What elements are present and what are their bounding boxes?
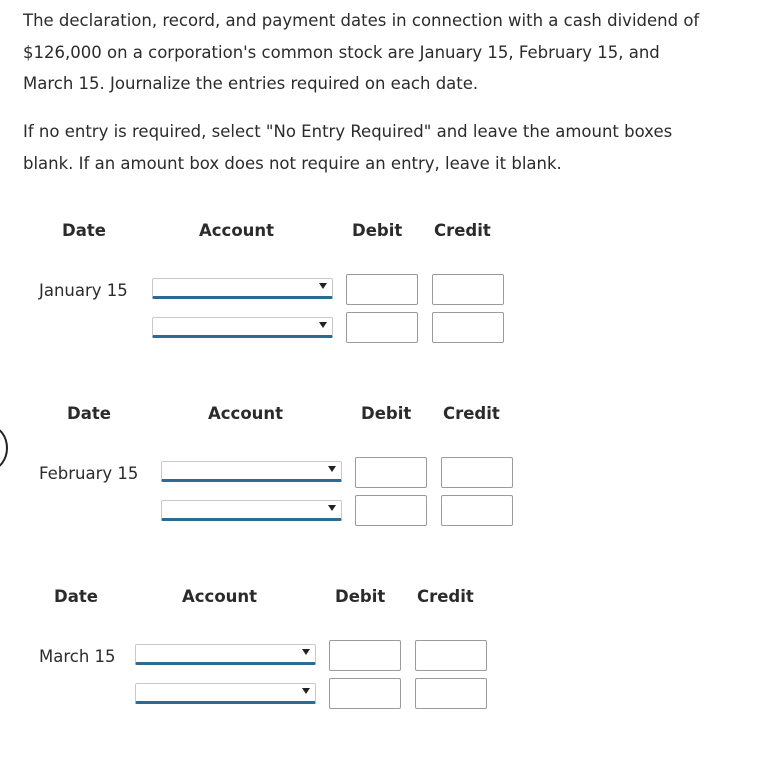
account-header: Account xyxy=(199,221,275,240)
chevron-down-icon xyxy=(328,505,336,511)
instruction-line: blank. If an amount box does not require an entry, leave it blank. xyxy=(23,153,562,173)
credit-input[interactable] xyxy=(415,640,487,671)
debit-input[interactable] xyxy=(355,495,427,526)
date-header: Date xyxy=(54,587,98,606)
account-select[interactable] xyxy=(152,317,333,338)
entry-date-label: February 15 xyxy=(39,464,139,483)
credit-input[interactable] xyxy=(441,457,513,488)
credit-input[interactable] xyxy=(432,312,504,343)
instruction-text xyxy=(23,116,765,179)
entry-date-label: January 15 xyxy=(39,281,128,300)
question-line: The declaration, record, and payment dates in connection with a cash dividend of xyxy=(23,11,700,30)
chevron-down-icon xyxy=(328,466,336,472)
debit-input[interactable] xyxy=(355,457,427,488)
account-select[interactable] xyxy=(161,500,342,521)
date-header: Date xyxy=(67,404,111,423)
credit-header: Credit xyxy=(434,221,491,240)
entry-date-label: March 15 xyxy=(39,647,116,666)
account-header: Account xyxy=(208,404,284,423)
credit-input[interactable] xyxy=(415,678,487,709)
instruction-line: If no entry is required, select "No Entry Required" and leave the amount boxes xyxy=(23,122,673,141)
credit-header: Credit xyxy=(417,587,474,606)
question-line: $126,000 on a corporation's common stock are January 15, February 15, and xyxy=(23,42,660,62)
chevron-down-icon xyxy=(319,283,327,289)
chevron-down-icon xyxy=(302,688,310,694)
credit-input[interactable] xyxy=(432,274,504,305)
question-text xyxy=(23,5,765,100)
credit-input[interactable] xyxy=(441,495,513,526)
chevron-down-icon xyxy=(302,649,310,655)
debit-header: Debit xyxy=(352,221,403,240)
credit-header: Credit xyxy=(443,404,500,423)
debit-header: Debit xyxy=(361,404,412,423)
question-line: March 15. Journalize the entries required on each date. xyxy=(23,74,479,93)
account-select[interactable] xyxy=(135,644,316,665)
debit-input[interactable] xyxy=(329,640,401,671)
debit-input[interactable] xyxy=(346,312,418,343)
debit-input[interactable] xyxy=(346,274,418,305)
debit-input[interactable] xyxy=(329,678,401,709)
account-select[interactable] xyxy=(135,683,316,704)
partial-circle-icon xyxy=(0,426,8,470)
account-select[interactable] xyxy=(161,461,342,482)
chevron-down-icon xyxy=(319,322,327,328)
debit-header: Debit xyxy=(335,587,386,606)
account-header: Account xyxy=(182,587,258,606)
date-header: Date xyxy=(62,221,106,240)
account-select[interactable] xyxy=(152,278,333,299)
